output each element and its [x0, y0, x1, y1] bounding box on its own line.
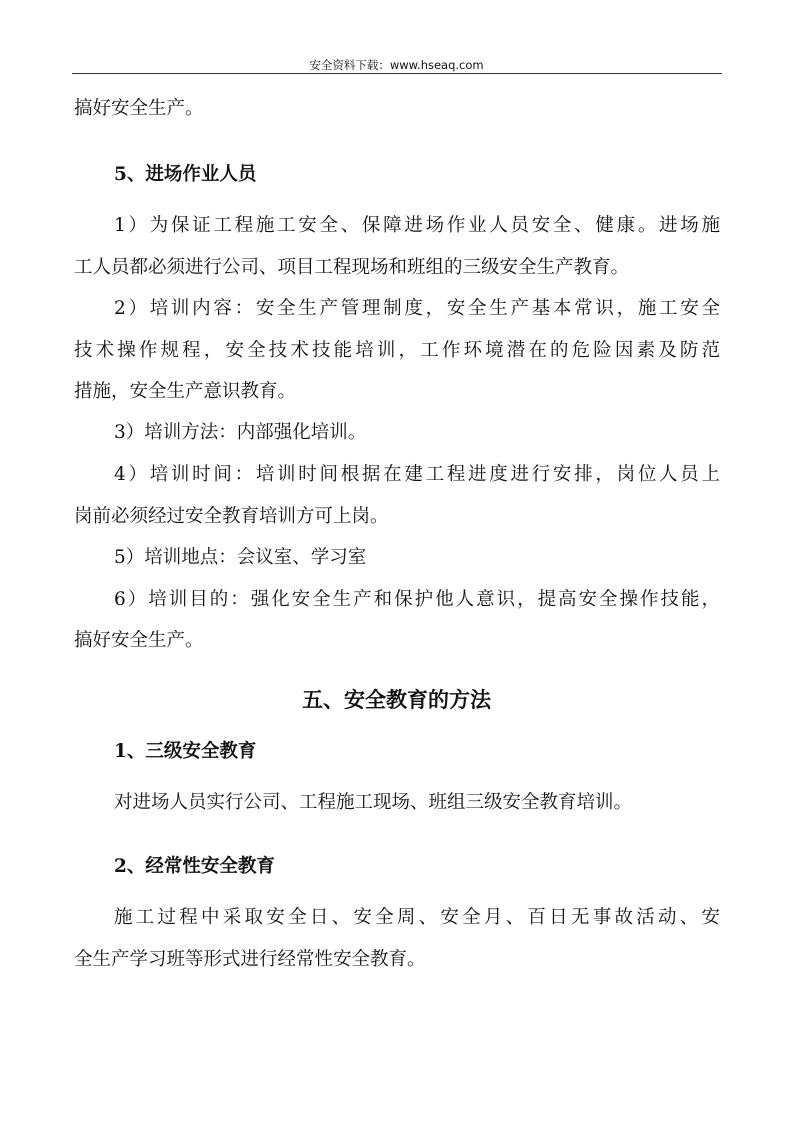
section-heading: 五、安全教育的方法 [302, 687, 491, 712]
paragraph-line: 搞好安全生产。 [74, 630, 204, 651]
paragraph-line: 岗前必须经过安全教育培训方可上岗。 [74, 506, 389, 527]
paragraph-line: 技术操作规程，安全技术技能培训，工作环境潜在的危险因素及防范 [74, 340, 720, 361]
paragraph-line: 4）培训时间：培训时间根据在建工程进度进行安排，岗位人员上 [114, 464, 720, 485]
paragraph-line: 2）培训内容：安全生产管理制度，安全生产基本常识，施工安全 [114, 298, 720, 319]
subheading-2: 2、经常性安全教育 [114, 856, 275, 877]
paragraph-line: 工人员都必须进行公司、项目工程现场和班组的三级安全生产教育。 [74, 257, 630, 278]
paragraph-line: 搞好安全生产。 [74, 98, 204, 119]
paragraph-line: 施工过程中采取安全日、安全周、安全月、百日无事故活动、安 [114, 907, 720, 928]
subheading-5: 5、进场作业人员 [114, 164, 257, 185]
paragraph-line: 6）培训目的：强化安全生产和保护他人意识，提高安全操作技能， [114, 589, 720, 610]
header-divider [72, 73, 722, 74]
paragraph-line: 措施，安全生产意识教育。 [74, 381, 297, 402]
paragraph-line: 5）培训地点：会议室、学习室 [114, 547, 367, 568]
paragraph-line: 1）为保证工程施工安全、保障进场作业人员安全、健康。进场施 [114, 215, 720, 236]
paragraph-line: 3）培训方法：内部强化培训。 [114, 422, 367, 443]
paragraph-line: 对进场人员实行公司、工程施工现场、班组三级安全教育培训。 [114, 792, 633, 813]
header-text: 安全资料下载：www.hseaq.com [309, 58, 484, 72]
subheading-1: 1、三级安全教育 [114, 741, 257, 762]
paragraph-line: 全生产学习班等形式进行经常性安全教育。 [74, 949, 426, 970]
